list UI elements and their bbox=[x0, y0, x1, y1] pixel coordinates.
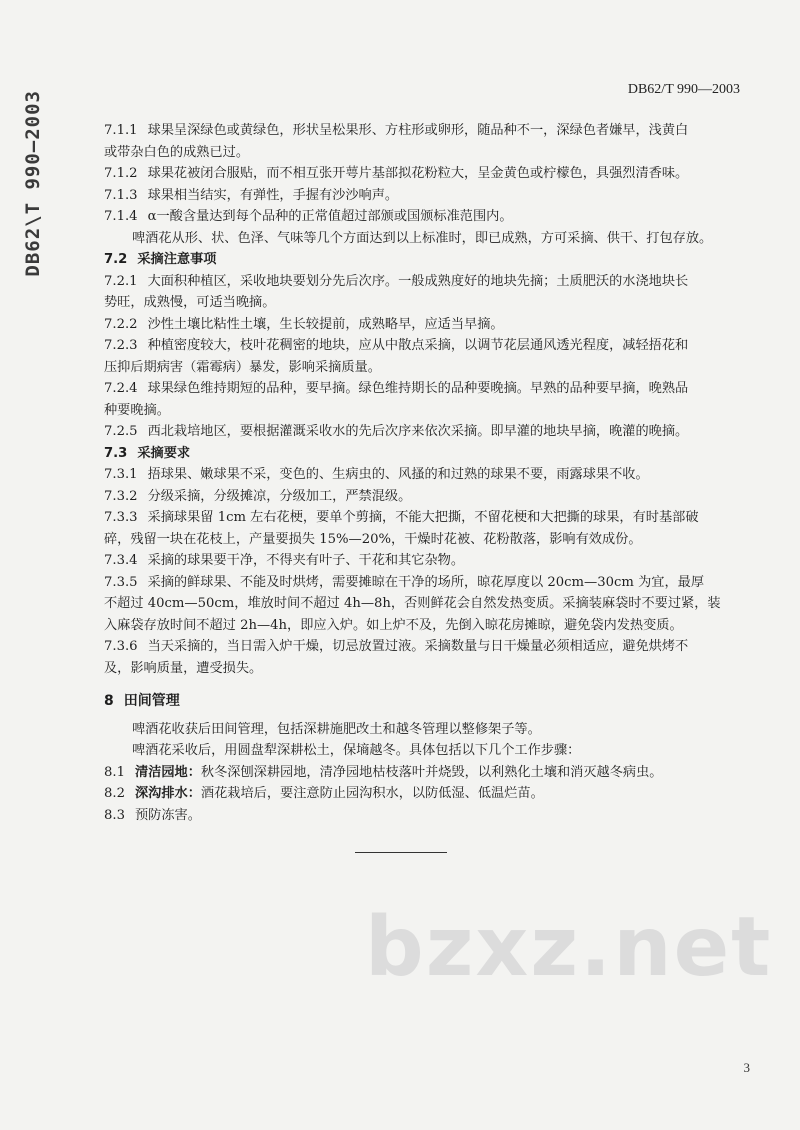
clause-text: 球果相当结实，有弹性，手握有沙沙响声。 bbox=[147, 187, 399, 203]
section-8-steps-intro: 啤酒花采收后，用圆盘犁深耕松土，保墒越冬。具体包括以下几个工作步骤： bbox=[132, 743, 581, 758]
clause-text: 预防冻害。 bbox=[134, 807, 201, 823]
ripeness-summary: 啤酒花从形、状、色泽、气味等几个方面达到以上标准时，即已成熟，方可采摘、供干、打包存放。 bbox=[132, 230, 713, 246]
clause-7-3-5 bbox=[104, 572, 744, 594]
clause-number: 7.3.5 bbox=[104, 574, 138, 590]
clause-7-2-1-continued: 势旺，成熟慢，可适当晚摘。 bbox=[104, 295, 276, 310]
document-body bbox=[104, 120, 744, 826]
page-number: 3 bbox=[743, 1060, 750, 1075]
clause-text: 沙性土壤比粘性土壤，生长较提前，成熟略早，应适当早摘。 bbox=[147, 316, 504, 332]
section-7-3-heading bbox=[104, 443, 744, 465]
section-title: 田间管理 bbox=[123, 693, 180, 709]
clause-7-3-4 bbox=[104, 550, 744, 572]
section-number: 7.3 bbox=[104, 445, 128, 461]
site-watermark: bzxz.net bbox=[365, 900, 773, 995]
clause-7-1-1 bbox=[104, 120, 744, 142]
clause-7-2-4-continued: 种要晚摘。 bbox=[104, 402, 170, 418]
header-standard-code: DB62/T 990—2003 bbox=[627, 82, 740, 97]
section-8-intro: 啤酒花收获后田间管理，包括深耕施肥改土和越冬管理以整修架子等。 bbox=[132, 721, 541, 737]
clause-text: 当天采摘的，当日需入炉干燥，切忌放置过液。采摘数量与日干燥量必须相适应，避免烘烤不 bbox=[147, 639, 689, 654]
clause-text: 西北栽培地区，要根据灌溉采收水的先后次序来依次采摘。即早灌的地块早摘，晚灌的晚摘。 bbox=[147, 424, 689, 439]
clause-7-2-2 bbox=[104, 314, 744, 336]
clause-text: 大面积种植区，采收地块要划分先后次序。一般成熟度好的地块先摘；土质肥沃的水浇地块长 bbox=[147, 273, 689, 289]
clause-title: 深沟排水： bbox=[134, 786, 201, 801]
clause-text: 捂球果、嫩球果不采，变色的、生病虫的、风搔的和过熟的球果不要，雨露球果不收。 bbox=[147, 467, 649, 482]
clause-text: 采摘的球果要干净，不得夹有叶子、干花和其它杂物。 bbox=[147, 553, 465, 568]
clause-7-3-3-continued: 碎，残留一块在花枝上，产量要损失 15%—20%，干燥时花被、花粉散落，影响有效成份。 bbox=[104, 531, 642, 547]
section-title: 采摘注意事项 bbox=[137, 252, 217, 267]
clause-number: 7.2.5 bbox=[104, 424, 138, 439]
clause-7-3-5-continued-1: 不超过 40cm—50cm，堆放时间不超过 4h—8h，否则鲜花会自然发热变质。采摘装麻袋时不要过紧，装 bbox=[104, 596, 721, 611]
clause-7-1-2 bbox=[104, 163, 744, 185]
clause-number: 7.2.4 bbox=[104, 381, 138, 396]
section-number: 7.2 bbox=[104, 252, 128, 267]
clause-number: 7.1.4 bbox=[104, 209, 138, 224]
clause-text: α一酸含量达到每个品种的正常值超过部颁或国颁标准范围内。 bbox=[147, 209, 513, 224]
clause-8-2 bbox=[104, 783, 744, 805]
clause-7-2-3-continued: 压抑后期病害（霜霉病）暴发，影响采摘质量。 bbox=[104, 359, 381, 375]
clause-text: 球果绿色维持期短的品种，要早摘。绿色维持期长的品种要晚摘。早熟的品种要早摘，晚熟品 bbox=[147, 381, 689, 396]
clause-text: 采摘球果留 1cm 左右花梗，要单个剪摘，不能大把撕，不留花梗和大把撕的球果，有时基部破 bbox=[147, 510, 699, 525]
clause-title: 清洁园地： bbox=[134, 764, 201, 780]
clause-text: 球果呈深绿色或黄绿色，形状呈松果形、方柱形或卵形，随品种不一，深绿色者嫌早，浅黄白 bbox=[147, 123, 689, 138]
clause-number: 7.3.1 bbox=[104, 467, 138, 482]
clause-7-1-1-continued: 或带杂白色的成熟已过。 bbox=[104, 144, 250, 160]
clause-8-1 bbox=[104, 762, 744, 784]
clause-number: 8.3 bbox=[104, 807, 125, 823]
clause-7-1-3 bbox=[104, 185, 744, 207]
clause-number: 7.2.2 bbox=[104, 316, 138, 332]
clause-number: 7.1.2 bbox=[104, 166, 138, 181]
clause-text: 采摘的鲜球果、不能及时烘烤，需要摊晾在干净的场所，晾花厚度以 20cm—30cm 为宜，最厚 bbox=[147, 574, 705, 590]
clause-7-2-4 bbox=[104, 378, 744, 400]
clause-8-3 bbox=[104, 805, 744, 827]
clause-7-3-6 bbox=[104, 636, 744, 658]
clause-text: 种植密度较大，枝叶花稠密的地块，应从中散点采摘，以调节花层通风透光程度，减轻捂花和 bbox=[147, 338, 689, 353]
clause-7-3-6-continued: 及，影响质量，遭受损失。 bbox=[104, 660, 263, 676]
section-number: 8 bbox=[104, 693, 114, 709]
clause-number: 7.3.4 bbox=[104, 553, 138, 568]
clause-number: 7.3.6 bbox=[104, 639, 138, 654]
clause-number: 8.2 bbox=[104, 786, 125, 801]
clause-text: 球果花被闭合服贴，而不相互张开萼片基部拟花粉粒大，呈金黄色或柠檬色，具强烈清香味。 bbox=[147, 166, 689, 181]
side-standard-code: DB62\T 990—2003 bbox=[22, 90, 44, 277]
section-title: 采摘要求 bbox=[137, 445, 191, 461]
clause-number: 7.2.1 bbox=[104, 273, 138, 289]
clause-number: 8.1 bbox=[104, 764, 125, 780]
clause-number: 7.3.3 bbox=[104, 510, 138, 525]
clause-text: 分级采摘，分级摊凉，分级加工，严禁混级。 bbox=[147, 488, 412, 504]
clause-7-1-4 bbox=[104, 206, 744, 228]
clause-7-2-5 bbox=[104, 421, 744, 443]
clause-number: 7.1.3 bbox=[104, 187, 138, 203]
end-rule bbox=[355, 852, 447, 853]
clause-7-2-1 bbox=[104, 271, 744, 293]
clause-number: 7.3.2 bbox=[104, 488, 138, 504]
clause-text: 秋冬深刨深耕园地，清净园地枯枝落叶并烧毁，以利熟化土壤和消灭越冬病虫。 bbox=[200, 764, 663, 780]
clause-number: 7.1.1 bbox=[104, 123, 138, 138]
clause-number: 7.2.3 bbox=[104, 338, 138, 353]
clause-7-3-1 bbox=[104, 464, 744, 486]
clause-7-3-2 bbox=[104, 486, 744, 508]
clause-7-3-5-continued-2: 入麻袋存放时间不超过 2h—4h，即应入炉。如上炉不及，先倒入晾花房摊晾，避免袋内发热变质。 bbox=[104, 617, 683, 633]
section-7-2-heading bbox=[104, 249, 744, 271]
clause-7-3-3 bbox=[104, 507, 744, 529]
clause-7-2-3 bbox=[104, 335, 744, 357]
clause-text: 酒花栽培后，要注意防止园沟积水，以防低湿、低温烂苗。 bbox=[200, 786, 544, 801]
section-8-heading bbox=[104, 691, 744, 713]
